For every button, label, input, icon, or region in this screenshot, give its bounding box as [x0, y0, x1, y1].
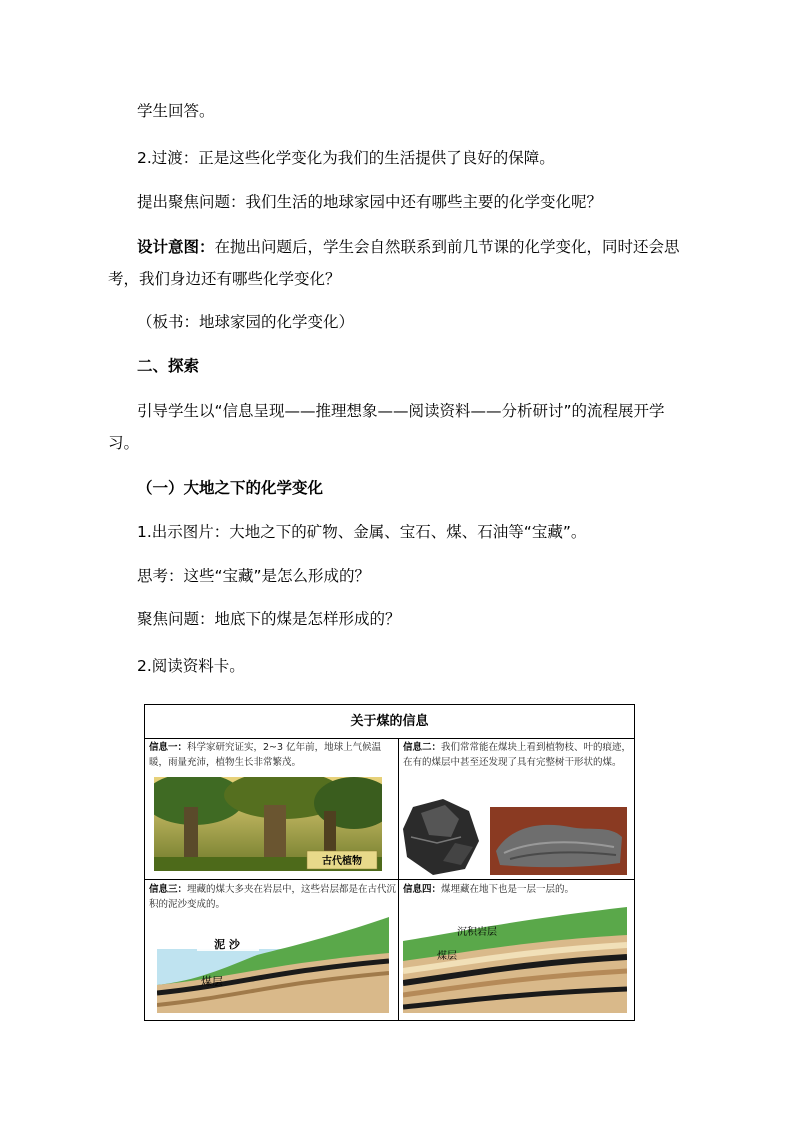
paragraph-focus-question: 提出聚焦问题：我们生活的地球家园中还有哪些主要的化学变化呢？ — [137, 193, 603, 211]
coal-info-card — [144, 704, 635, 1021]
ancient-plants-image — [154, 777, 382, 871]
sedimentary-rock-label: 沉积岩层 — [457, 927, 497, 938]
info4-text: 信息四：煤埋藏在地下也是一层一层的。 — [403, 884, 575, 895]
paragraph-think: 思考：这些“宝藏”是怎么形成的？ — [137, 567, 371, 585]
info3-text: 信息三：埋藏的煤大多夹在岩层中，这些岩层都是在古代沉积的泥沙变成的。 — [149, 884, 397, 910]
coal-lump-image — [399, 797, 487, 877]
section-heading-explore: 二、探索 — [137, 357, 200, 375]
paragraph-design-intent — [108, 231, 688, 295]
fossil-trunk-coal-image — [490, 807, 627, 875]
paragraph-show-pictures: 1.出示图片：大地之下的矿物、金属、宝石、煤、石油等“宝藏”。 — [137, 523, 587, 541]
coal-seam-label-2: 煤层 — [437, 951, 457, 962]
sand-label: 泥 沙 — [214, 938, 240, 951]
subsection-heading: （一）大地之下的化学变化 — [137, 479, 324, 497]
sediment-layers-diagram-1 — [157, 915, 389, 1013]
card-title: 关于煤的信息 — [145, 705, 634, 739]
coal-seam-label: 煤层 — [201, 975, 223, 988]
info2-text: 信息二：我们常常能在煤块上看到植物枝、叶的痕迹，在有的煤层中甚至还发现了具有完整树干形状的煤。 — [403, 742, 632, 768]
paragraph-guide-process: 引导学生以“信息呈现——推理想象——阅读资料——分析研讨”的流程展开学习。 — [108, 402, 665, 452]
design-intent-text: 在抛出问题后，学生会自然联系到前几节课的化学变化，同时还会思考，我们身边还有哪些化学变化？ — [108, 238, 680, 288]
card-divider-horizontal — [145, 879, 634, 880]
ancient-plants-caption: 古代植物 — [322, 856, 362, 867]
info1-text: 信息一：科学家研究证实，2~3 亿年前，地球上气候温暖，雨量充沛，植物生长非常繁茂。 — [149, 742, 382, 768]
sediment-layers-diagram-2 — [403, 901, 627, 1013]
paragraph-student-answer: 学生回答。 — [137, 102, 215, 120]
paragraph-blackboard: （板书：地球家园的化学变化） — [137, 313, 355, 331]
design-intent-label: 设计意图： — [137, 238, 215, 256]
paragraph-focus-coal: 聚焦问题：地底下的煤是怎样形成的？ — [137, 610, 401, 628]
paragraph-transition: 2.过渡：正是这些化学变化为我们的生活提供了良好的保障。 — [137, 149, 555, 167]
paragraph-read-card: 2.阅读资料卡。 — [137, 657, 245, 675]
